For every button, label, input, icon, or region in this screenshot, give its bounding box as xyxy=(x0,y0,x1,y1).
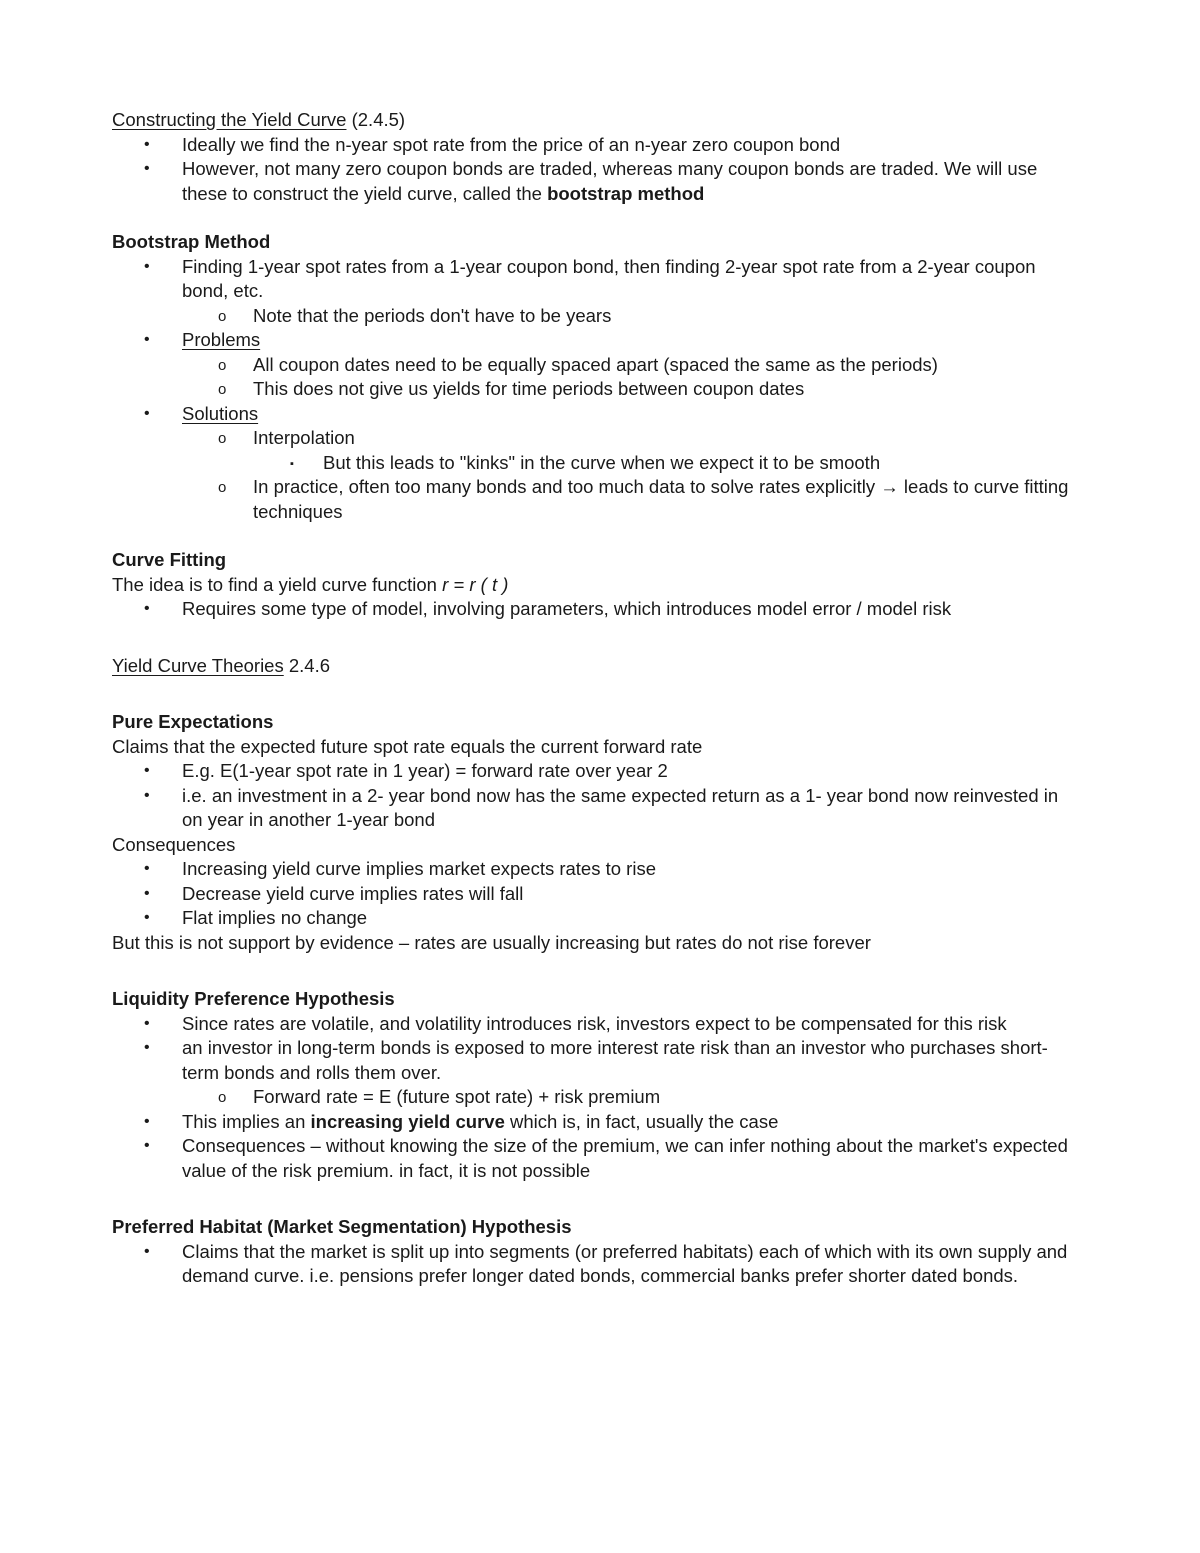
list-item: • E.g. E(1-year spot rate in 1 year) = forward rate over year 2 xyxy=(112,759,1072,784)
bullet-marker: • xyxy=(144,909,150,926)
bullet-marker: • xyxy=(144,1137,150,1154)
bullet-marker: • xyxy=(144,160,150,177)
bullet-marker: • xyxy=(144,1242,150,1260)
list-item: • Since rates are volatile, and volatility introduces risk, investors expect to be compensated for this risk xyxy=(112,1012,1072,1037)
section-heading-bootstrap: Bootstrap Method xyxy=(112,231,271,252)
circle-marker: o xyxy=(218,356,227,374)
bullet-marker: • xyxy=(144,404,150,422)
section-ref: (2.4.5) xyxy=(346,109,406,130)
circle-marker: o xyxy=(218,1089,227,1106)
bullet-list xyxy=(112,255,1072,525)
list-item: • Consequences – without knowing the size of the premium, we can infer nothing about the market's expected value of the risk premium. in fact, it is not possible xyxy=(144,1135,1068,1181)
list-item: • Flat implies no change xyxy=(112,906,1072,931)
bullet-marker: • xyxy=(144,1039,150,1056)
list-item: • Solutions xyxy=(112,402,1072,427)
paragraph: Claims that the expected future spot rate equals the current forward rate xyxy=(112,735,703,757)
bullet-list xyxy=(112,1240,1072,1289)
bullet-marker: • xyxy=(144,762,150,779)
list-item: • i.e. an investment in a 2- year bond now has the same expected return as a 1- year bond now reinvested in on year in another 1-year bond xyxy=(144,784,1059,830)
bullet-list xyxy=(112,597,1072,622)
circle-marker: o xyxy=(218,430,227,447)
list-item: • Claims that the market is split up into segments (or preferred habitats) each of which with its own supply and demand curve. i.e. pensions prefer longer dated bonds, commercial banks prefer shorter dated bonds. xyxy=(144,1240,1068,1286)
section-heading-curve-fitting: Curve Fitting xyxy=(112,549,227,570)
list-item: • Finding 1-year spot rates from a 1-year coupon bond, then finding 2-year spot rate from a 2-year coupon bond, etc. xyxy=(144,255,1036,301)
bullet-marker: • xyxy=(144,600,150,617)
paragraph: The idea is to find a yield curve function r = r ( t ) xyxy=(112,573,509,595)
bullet-list xyxy=(112,133,1072,207)
list-item: o This does not give us yields for time periods between coupon dates xyxy=(112,377,1072,402)
bullet-marker: • xyxy=(144,1112,150,1130)
bullet-list xyxy=(112,759,1072,833)
list-item: • Increasing yield curve implies market expects rates to rise xyxy=(112,857,1072,882)
formula: r = r ( t ) xyxy=(442,573,509,595)
paragraph: Consequences xyxy=(112,833,236,855)
bullet-list xyxy=(112,1012,1072,1184)
bullet-marker: • xyxy=(144,1014,150,1032)
list-item: • However, not many zero coupon bonds are traded, whereas many coupon bonds are traded. We will use these to construct the yield curve, called the bootstrap method xyxy=(144,158,1038,204)
section-heading-liquidity-preference: Liquidity Preference Hypothesis xyxy=(112,988,395,1009)
list-item: o All coupon dates need to be equally spaced apart (spaced the same as the periods) xyxy=(112,353,1072,378)
list-item: o Forward rate = E (future spot rate) + risk premium xyxy=(112,1085,1072,1110)
circle-marker: o xyxy=(218,479,227,496)
list-item: • This implies an increasing yield curve which is, in fact, usually the case xyxy=(112,1110,1072,1135)
paragraph: But this is not support by evidence – rates are usually increasing but rates do not rise forever xyxy=(112,931,871,953)
circle-marker: o xyxy=(218,307,227,325)
bullet-marker: • xyxy=(144,860,150,877)
bullet-marker: • xyxy=(144,884,150,902)
section-heading-pure-expectations: Pure Expectations xyxy=(112,711,274,732)
bullet-marker: • xyxy=(144,331,150,348)
list-item: • an investor in long-term bonds is exposed to more interest rate risk than an investor who purchases short-term bonds and rolls them over. xyxy=(144,1037,1048,1083)
section-ref: 2.4.6 xyxy=(283,654,331,676)
list-item: o Interpolation xyxy=(112,426,1072,451)
section-heading-preferred-habitat: Preferred Habitat (Market Segmentation) Hypothesis xyxy=(112,1216,572,1237)
bullet-marker: • xyxy=(144,257,150,275)
bold-term: bootstrap method xyxy=(547,182,705,204)
heading-text: Constructing the Yield Curve xyxy=(112,109,347,130)
list-item: • Problems xyxy=(112,328,1072,353)
list-item: ▪ But this leads to "kinks" in the curve when we expect it to be smooth xyxy=(112,451,1072,476)
section-heading-constructing xyxy=(112,108,1072,133)
bold-term: increasing yield curve xyxy=(310,1110,505,1132)
list-item: • Decrease yield curve implies rates will fall xyxy=(112,882,1072,907)
bullet-marker: • xyxy=(144,135,150,153)
document-page xyxy=(112,108,1072,1289)
list-item: o Note that the periods don't have to be years xyxy=(112,304,1072,329)
list-item: o In practice, often too many bonds and too much data to solve rates explicitly → leads to curve fitting techniques xyxy=(218,476,1069,522)
square-marker: ▪ xyxy=(290,457,294,470)
section-heading-yield-curve-theories: Yield Curve Theories 2.4.6 xyxy=(112,654,331,676)
circle-marker: o xyxy=(218,381,227,398)
bullet-list xyxy=(112,857,1072,931)
bullet-marker: • xyxy=(144,786,150,804)
list-item: • Requires some type of model, involving parameters, which introduces model error / model risk xyxy=(112,597,1072,622)
list-item: • Ideally we find the n-year spot rate from the price of an n-year zero coupon bond xyxy=(112,133,1072,158)
